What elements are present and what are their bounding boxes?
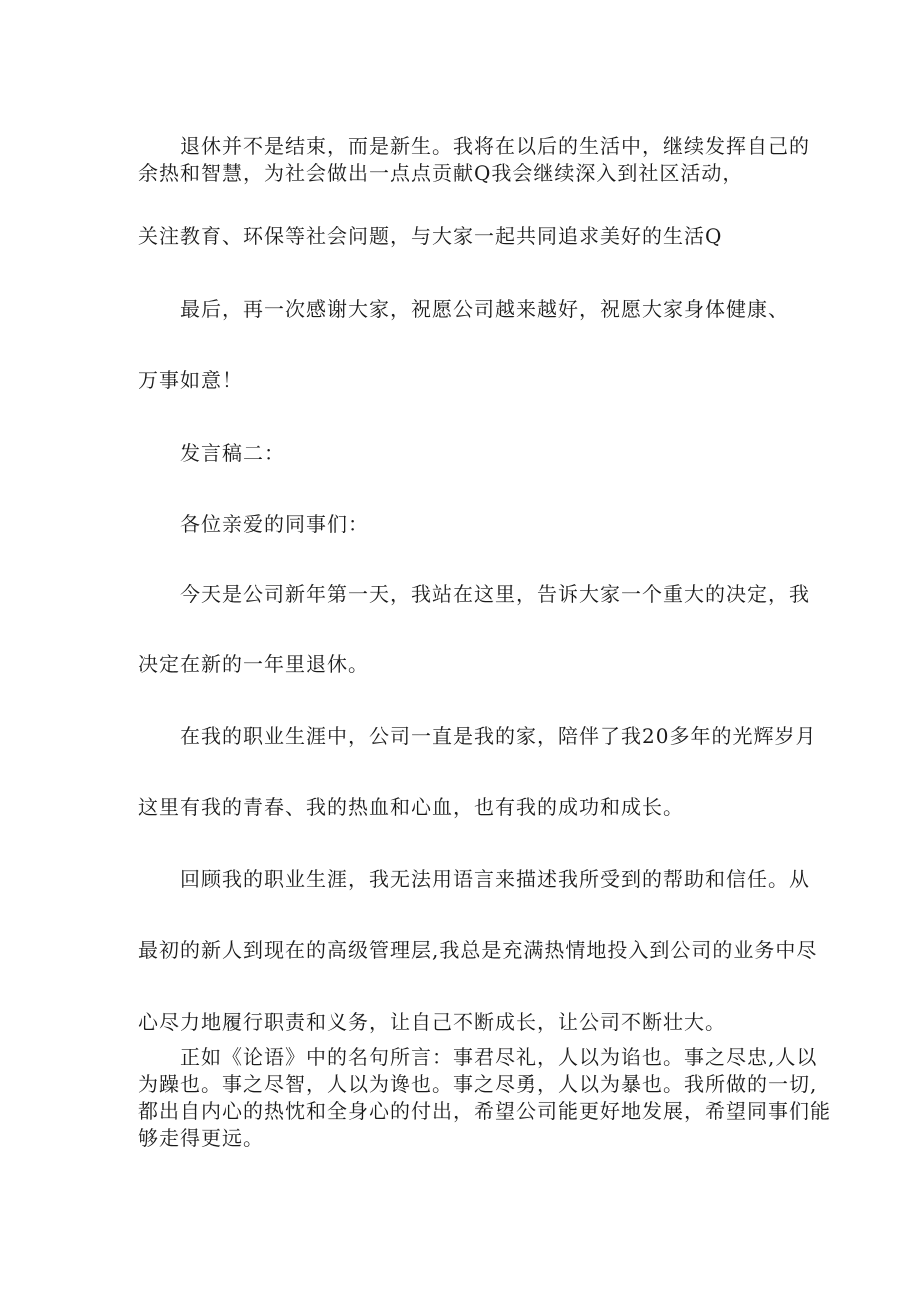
paragraph-line: 余热和智慧，为社会做出一点点贡献Q我会继续深入到社区活动， [138,161,744,185]
salutation: 各位亲爱的同事们： [180,512,369,536]
paragraph-line: 最后，再一次感谢大家，祝愿公司越来越好，祝愿大家身体健康、 [180,297,789,321]
paragraph-line: 万事如意！ [138,368,243,392]
paragraph-line: 心尽力地履行职责和义务，让自己不断成长，让公司不断壮大。 [138,1010,726,1034]
paragraph-line: 最初的新人到现在的高级管理层,我总是充满热情地投入到公司的业务中尽 [138,938,818,962]
paragraph-line: 决定在新的一年里退休。 [138,652,369,676]
paragraph-line: 回顾我的职业生涯，我无法用语言来描述我所受到的帮助和信任。从 [180,867,810,891]
paragraph-line: 在我的职业生涯中，公司一直是我的家，陪伴了我20多年的光辉岁月 [180,724,817,748]
paragraph-line: 够走得更远。 [138,1126,264,1150]
paragraph-line: 为躁也。事之尽智，人以为谗也。事之尽勇，人以为暴也。我所做的一切, [138,1072,818,1096]
paragraph-line: 都出自内心的热忱和全身心的付出，希望公司能更好地发展，希望同事们能 [138,1099,831,1123]
paragraph-line: 这里有我的青春、我的热血和心血，也有我的成功和成长。 [138,795,684,819]
section-heading: 发言稿二： [180,441,285,465]
paragraph-line: 关注教育、环保等社会问题，与大家一起共同追求美好的生活Q [138,224,723,248]
paragraph-line: 退休并不是结束，而是新生。我将在以后的生活中，继续发挥自己的 [180,134,810,158]
paragraph-line: 正如《论语》中的名句所言：事君尽礼，人以为谄也。事之尽忠,人以 [180,1045,818,1069]
paragraph-line: 今天是公司新年第一天，我站在这里，告诉大家一个重大的决定，我 [180,582,810,606]
